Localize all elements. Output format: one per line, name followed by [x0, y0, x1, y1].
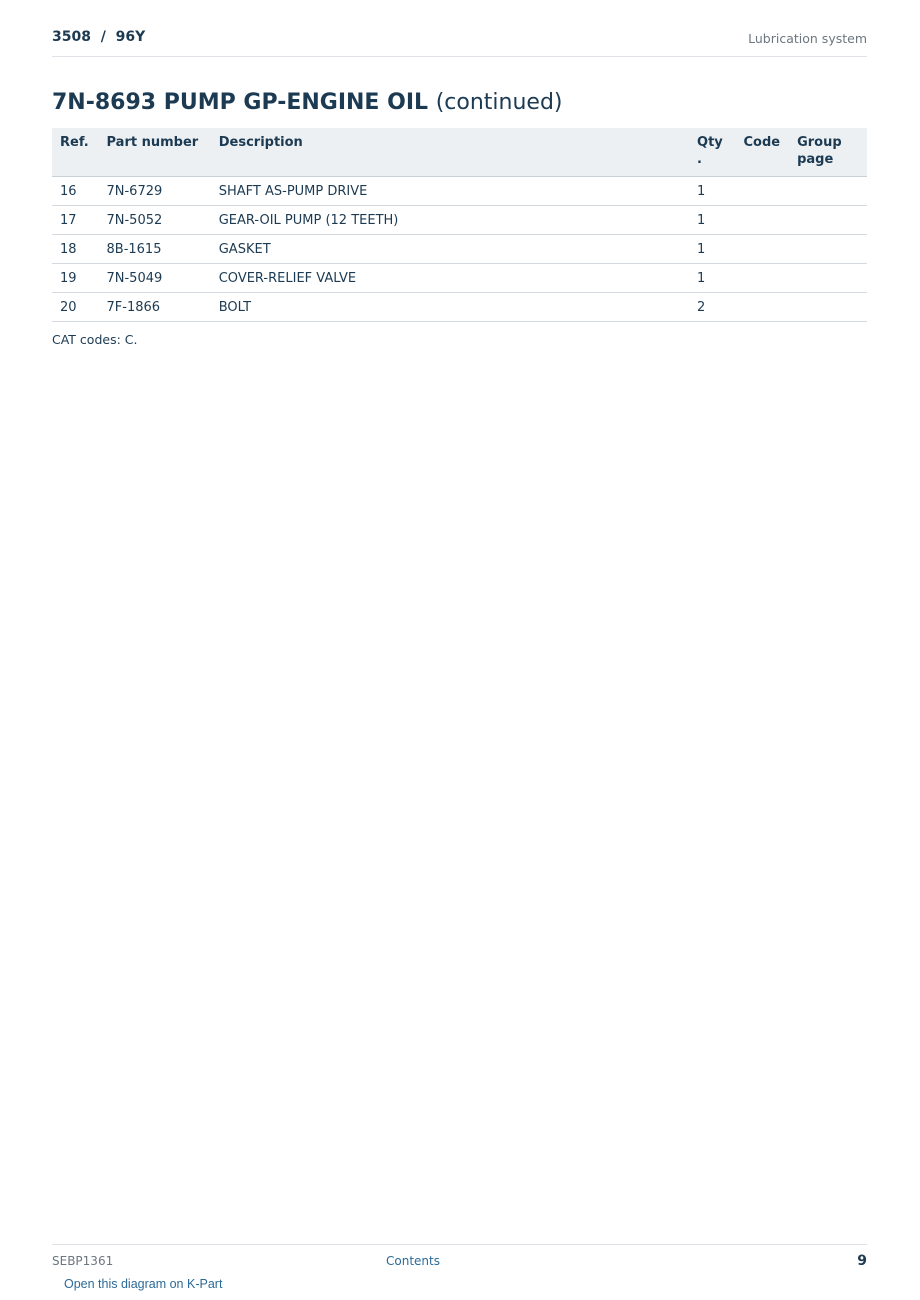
- cell-group-page: [789, 235, 867, 264]
- cell-part-number: 7N-6729: [99, 177, 211, 206]
- cell-qty: 1: [689, 206, 736, 235]
- table-row: [52, 177, 867, 206]
- parts-table-header: [52, 128, 867, 177]
- page-title-suffix: (continued): [435, 90, 563, 115]
- cell-description: BOLT: [211, 293, 689, 322]
- document-id: SEBP1361: [52, 1254, 114, 1268]
- column-header-ref: Ref.: [52, 128, 99, 177]
- column-header-qty-line2: .: [697, 152, 702, 167]
- open-in-kpart-link[interactable]: Open this diagram on K-Part: [64, 1277, 223, 1291]
- cell-ref: 17: [52, 206, 99, 235]
- table-row: [52, 206, 867, 235]
- column-header-description: Description: [211, 128, 689, 177]
- cell-ref: 19: [52, 264, 99, 293]
- cell-code: [736, 293, 790, 322]
- document-page: [52, 0, 867, 1300]
- parts-table-body: [52, 177, 867, 322]
- column-header-qty-line1: Qty: [697, 135, 723, 150]
- cell-code: [736, 206, 790, 235]
- table-row: [52, 264, 867, 293]
- running-header: [52, 28, 867, 57]
- table-row: [52, 235, 867, 264]
- cell-description: GASKET: [211, 235, 689, 264]
- cell-qty: 1: [689, 264, 736, 293]
- parts-table: [52, 128, 867, 322]
- contents-link[interactable]: Contents: [386, 1254, 440, 1268]
- cell-group-page: [789, 264, 867, 293]
- cell-qty: 2: [689, 293, 736, 322]
- column-header-part-number: Part number: [99, 128, 211, 177]
- table-row: [52, 293, 867, 322]
- page-title: [52, 90, 563, 115]
- cell-code: [736, 264, 790, 293]
- cell-part-number: 7N-5052: [99, 206, 211, 235]
- column-header-group-page: Group page: [789, 128, 867, 177]
- cell-code: [736, 177, 790, 206]
- cell-code: [736, 235, 790, 264]
- serial-prefix: 96Y: [115, 29, 146, 45]
- cell-description: SHAFT AS-PUMP DRIVE: [211, 177, 689, 206]
- cell-part-number: 7N-5049: [99, 264, 211, 293]
- model-serial-label: [52, 29, 145, 45]
- cell-ref: 16: [52, 177, 99, 206]
- cell-description: COVER-RELIEF VALVE: [211, 264, 689, 293]
- cell-part-number: 8B-1615: [99, 235, 211, 264]
- column-header-qty: [689, 128, 736, 177]
- cat-codes-note: CAT codes: C.: [52, 332, 138, 347]
- section-name: Lubrication system: [748, 31, 867, 46]
- cell-group-page: [789, 177, 867, 206]
- column-header-code: Code: [736, 128, 790, 177]
- page-number: 9: [857, 1253, 867, 1269]
- cell-qty: 1: [689, 177, 736, 206]
- model-separator: /: [100, 29, 106, 45]
- cell-ref: 20: [52, 293, 99, 322]
- cell-ref: 18: [52, 235, 99, 264]
- cell-group-page: [789, 293, 867, 322]
- header-row: [52, 128, 867, 177]
- cell-qty: 1: [689, 235, 736, 264]
- page-footer: [52, 1244, 867, 1269]
- model-number: 3508: [52, 29, 91, 45]
- page-title-main: 7N-8693 PUMP GP-ENGINE OIL: [52, 90, 429, 115]
- cell-part-number: 7F-1866: [99, 293, 211, 322]
- cell-description: GEAR-OIL PUMP (12 TEETH): [211, 206, 689, 235]
- cell-group-page: [789, 206, 867, 235]
